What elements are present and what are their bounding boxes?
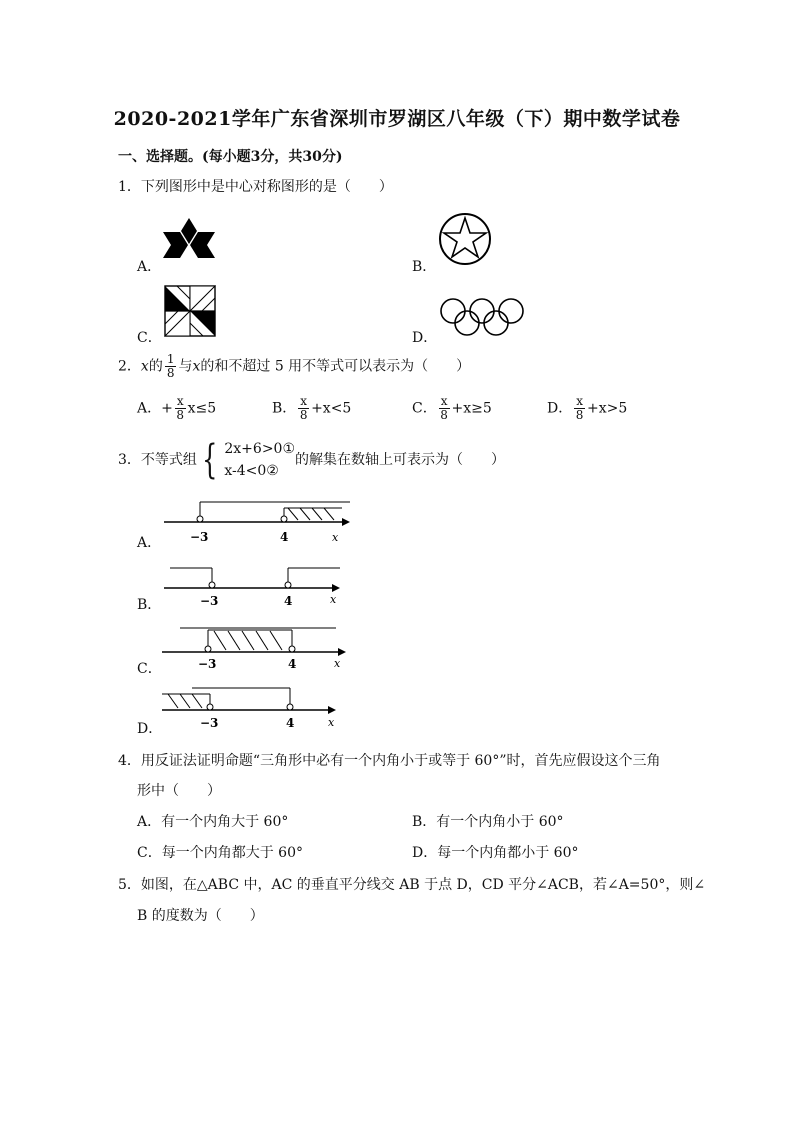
page-title: 2020-2021学年广东省深圳市罗湖区八年级（下）期中数学试卷	[113, 108, 681, 130]
svg-text:4: 4	[284, 594, 293, 608]
q4-option-c: C．每一个内角都大于 60°	[137, 845, 303, 861]
q2-option-c: C． $\frac{x}{8}$ +x≥5	[412, 394, 492, 422]
svg-text:−3: −3	[200, 594, 219, 608]
olympic-rings-figure	[438, 296, 528, 338]
question-4-stem-line2: 形中（ ）	[137, 783, 221, 799]
number-line-d	[160, 684, 360, 734]
section-heading: 一、选择题。(每小题3分，共30分)	[118, 149, 343, 165]
q1-option-b-label: B．	[412, 259, 437, 275]
svg-text:x: x	[334, 657, 341, 670]
question-1-stem: 1．下列图形中是中心对称图形的是（ ）	[118, 179, 393, 195]
q3-option-d-label: D．	[137, 721, 163, 737]
svg-text:x: x	[328, 716, 335, 729]
q3-option-b-label: B．	[137, 597, 162, 613]
q1-option-c-label: C．	[137, 330, 162, 346]
one-eighth-fraction: $\frac{1}{8}$	[166, 352, 175, 380]
svg-text:4: 4	[286, 716, 295, 730]
q1-option-d-label: D．	[412, 330, 438, 346]
svg-text:x: x	[330, 593, 337, 606]
number-line-b	[160, 560, 360, 610]
svg-text:−3: −3	[198, 657, 217, 671]
inequality-system: { 2x+6>0① x-4<0②	[202, 437, 296, 483]
svg-text:−3: −3	[190, 530, 209, 544]
question-5-stem-line1: 5．如图，在△ABC 中，AC 的垂直平分线交 AB 于点 D，CD 平分∠ACB，若∠A=50°，则∠	[118, 877, 706, 893]
svg-text:4: 4	[288, 657, 297, 671]
q1-option-a-label: A．	[137, 259, 162, 275]
question-5-stem-line2: B 的度数为（ ）	[137, 908, 264, 924]
q4-option-d: D．每一个内角都小于 60°	[412, 845, 579, 861]
q2-option-a: A．+ $\frac{x}{8}$ x≤5	[137, 394, 217, 422]
q3-option-a-label: A．	[137, 535, 162, 551]
question-2-stem: 2．x的 $\frac{1}{8}$ 与x的和不超过 5 用不等式可以表示为（ ）	[118, 352, 471, 380]
mitsubishi-figure	[160, 218, 220, 270]
pinwheel-figure	[164, 285, 216, 337]
q4-option-a: A．有一个内角大于 60°	[137, 814, 289, 830]
q2-option-d: D． $\frac{x}{8}$ +x>5	[547, 394, 628, 422]
question-3-stem: 3．不等式组 { 2x+6>0① x-4<0② 的解集在数轴上可表示为（ ）	[118, 437, 506, 483]
q2-option-b: B． $\frac{x}{8}$ +x<5	[272, 394, 352, 422]
question-4-stem-line1: 4．用反证法证明命题“三角形中必有一个内角小于或等于 60°”时，首先应假设这个三角	[118, 753, 661, 769]
number-line-a	[160, 494, 360, 546]
q3-option-c-label: C．	[137, 661, 162, 677]
number-line-c	[160, 622, 360, 672]
svg-text:4: 4	[280, 530, 289, 544]
svg-text:−3: −3	[200, 716, 219, 730]
q4-option-b: B．有一个内角小于 60°	[412, 814, 564, 830]
svg-text:x: x	[332, 531, 339, 544]
star-in-circle-figure	[438, 212, 492, 266]
